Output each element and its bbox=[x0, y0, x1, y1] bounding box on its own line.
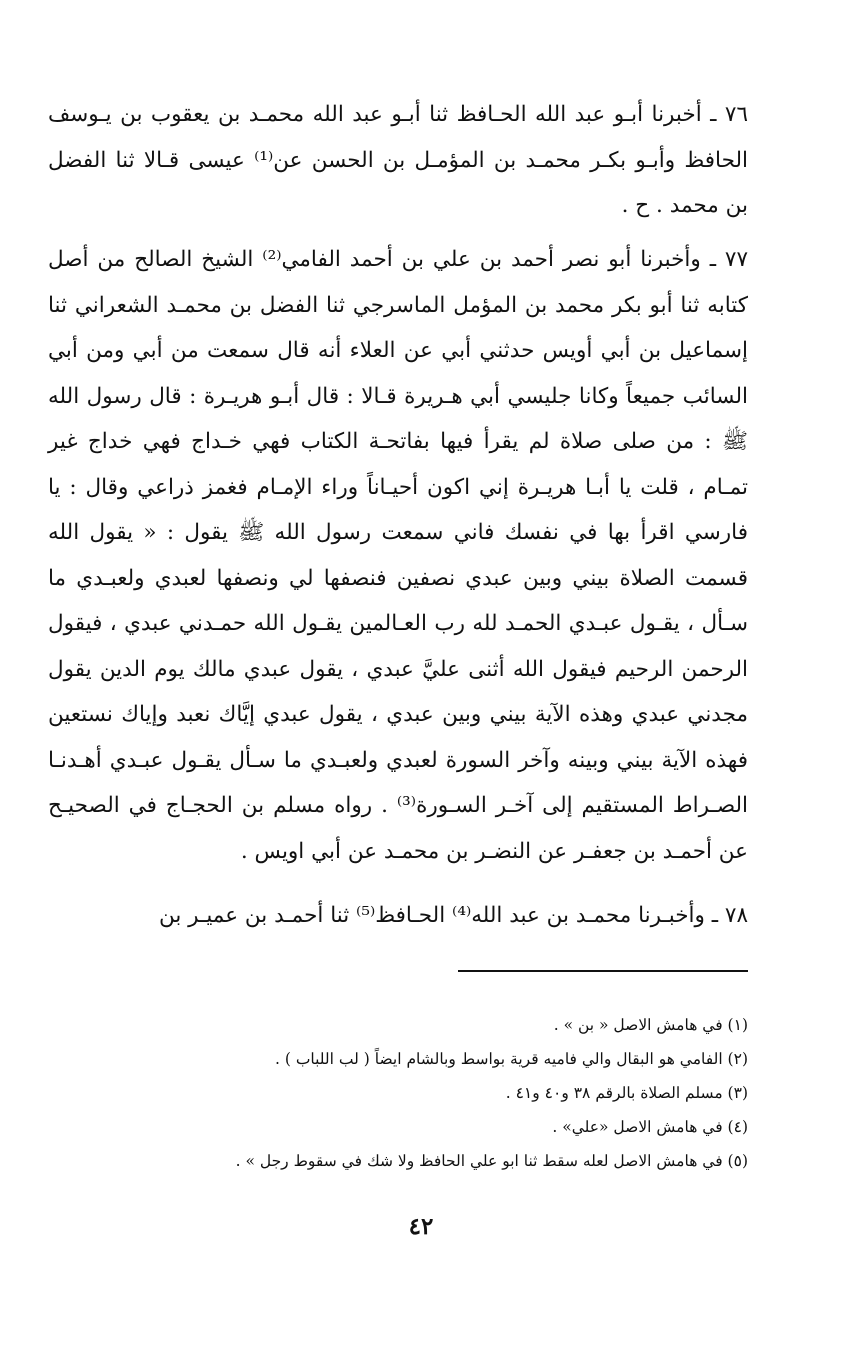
page-number: ٤٢ bbox=[408, 1213, 434, 1240]
hadith-78 bbox=[48, 893, 748, 939]
footnote-3: (٣) مسلم الصلاة بالرقم ٣٨ و٤٠ و٤١ . bbox=[505, 1084, 748, 1102]
hadith-76-text: ٧٦ ـ أخبرنا أبـو عبد الله الحـافظ ثنا أبـو عبد الله محمـد بن يعقوب بن يـوسف الحافظ وأبـو بكـر محمـد بن المؤمـل بن الحسن عن⁽¹⁾ عيسى قـالا ثنا الفضل بن محمد . ح . bbox=[48, 102, 748, 218]
hadith-77 bbox=[48, 237, 748, 874]
footnote-5: (٥) في هامش الاصل لعله سقط ثنا ابو علي الحافظ ولا شك في سقوط رجل » . bbox=[235, 1152, 748, 1170]
hadith-76 bbox=[48, 92, 748, 229]
hadith-77-text: ٧٧ ـ وأخبرنا أبو نصر أحمد بن علي بن أحمد الفامي⁽²⁾ الشيخ الصالح من أصل كتابه ثنا أبو بكر محمد بن المؤمل الماسرجي ثنا الفضل بن محمـد الشعراني ثنا إسماعيل بن أبي أويس حدثني أبي عن العلاء أنه قال سمعت من أبي ومن أبي السائب جميعاً وكانا جليسي أبي هـريرة قـالا : قال أبـو هريـرة : قال رسول الله ﷺ : من صلى صلاة لم يقرأ فيها بفاتحـة الكتاب فهي خـداج فهي خداج غير تمـام ، قلت يا أبـا هريـرة إني اكون أحيـاناً وراء الإمـام فغمز ذراعي وقال : يا فارسي اقرأ بها في نفسك فاني سمعت رسول الله ﷺ يقول : « يقول الله قسمت الصلاة بيني وبين عبدي نصفين فنصفها لي ونصفها لعبدي ولعبـدي ما سـأل ، يقـول عبـدي الحمـد لله رب العـالمين يقـول الله حمـدني عبدي ، فيقول الرحمن الرحيم فيقول الله أثنى عليَّ عبدي ، يقول عبدي مالك يوم الدين يقول مجدني عبدي وهذه الآية بيني وبين عبدي ، يقول عبدي إيَّاك نعبد وإياك نستعين فهذه الآية بيني وبينه وآخر السورة لعبدي ولعبـدي ما سـأل يقـول عبـدي أهـدنـا الصـراط المستقيم إلى آخـر السـورة⁽³⁾ . رواه مسلم بن الحجـاج في الصحيـح عن أحمـد بن جعفـر عن النضـر بن محمـد عن أبي اويس . bbox=[48, 247, 749, 864]
footnote-4: (٤) في هامش الاصل «علي» . bbox=[552, 1118, 748, 1136]
footnote-separator bbox=[458, 970, 748, 972]
footnotes-list bbox=[48, 1008, 748, 1178]
hadith-78-text: ٧٨ ـ وأخبـرنا محمـد بن عبد الله⁽⁴⁾ الحـافظ⁽⁵⁾ ثنا أحمـد بن عميـر بن bbox=[158, 903, 748, 928]
footnote-2: (٢) الفامي هو البقال والي فاميه قرية بواسط وبالشام ايضاً ( لب اللباب ) . bbox=[274, 1050, 748, 1068]
footnote-1: (١) في هامش الاصل « بن » . bbox=[553, 1016, 748, 1034]
